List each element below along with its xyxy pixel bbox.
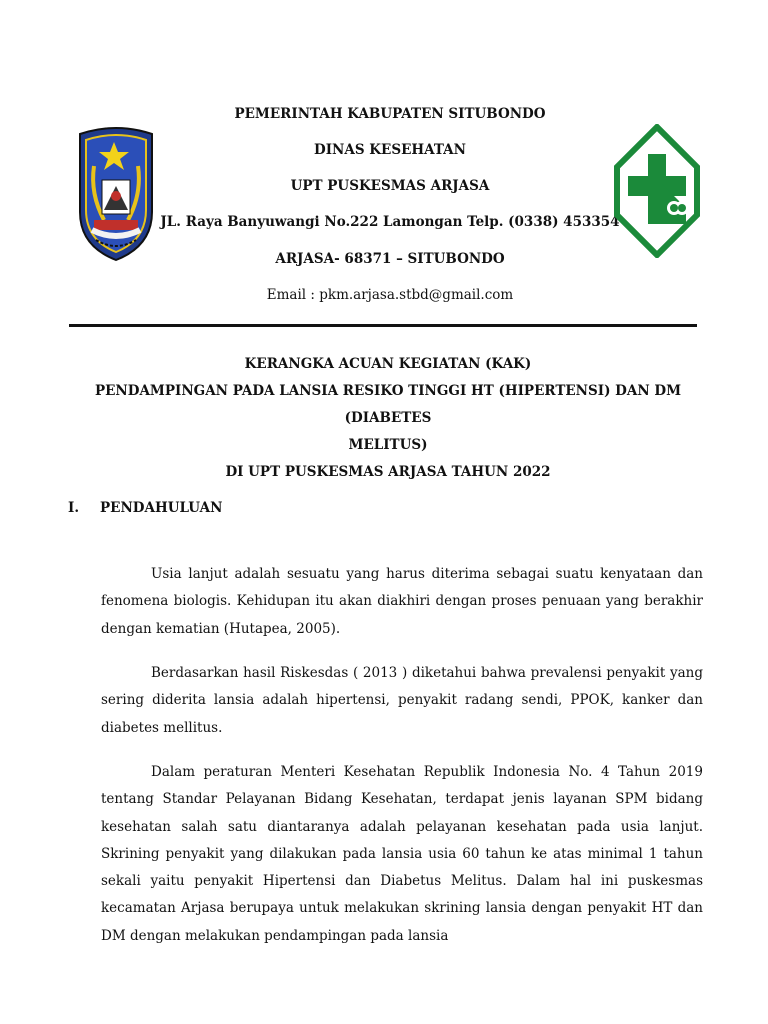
puskesmas-green-cross-icon xyxy=(614,124,700,258)
document-title xyxy=(80,351,696,486)
title-line-2: PENDAMPINGAN PADA LANSIA RESIKO TINGGI HT (HIPERTENSI) DAN DM (DIABETES xyxy=(94,383,682,426)
letterhead-address: JL. Raya Banyuwangi No.222 Lamongan Telp. (0338) 453354 xyxy=(160,214,620,230)
letterhead-government: PEMERINTAH KABUPATEN SITUBONDO xyxy=(234,106,546,122)
paragraph-1: Usia lanjut adalah sesuatu yang harus diterima sebagai suatu kenyataan dan fenomena biologis. Kehidupan itu akan diakhiri dengan proses penuaan yang berakhir dengan kematian (Hutapea, 2005). xyxy=(101,566,703,637)
letterhead-email: Email : pkm.arjasa.stbd@gmail.com xyxy=(266,287,514,303)
section-title: PENDAHULUAN xyxy=(100,500,223,516)
letterhead-divider xyxy=(69,324,697,327)
letterhead-unit: UPT PUSKESMAS ARJASA xyxy=(290,178,490,194)
paragraph-3: Dalam peraturan Menteri Kesehatan Republik Indonesia No. 4 Tahun 2019 tentang Standar Pelayanan Bidang Kesehatan, terdapat jenis layanan SPM bidang kesehatan salah satu diantaranya adalah pelayanan kesehatan pada usia lanjut. Skrining penyakit yang dilakukan pada lansia usia 60 tahun ke atas minimal 1 tahun sekali yaitu penyakit Hipertensi dan Diabetus Melitus. Dalam hal ini puskesmas kecamatan Arjasa berupaya untuk melakukan skrining lansia dengan penyakit HT dan DM dengan melakukan pendampingan pada lansia xyxy=(101,764,703,944)
situbondo-regency-crest-icon xyxy=(74,124,158,262)
letterhead-city: ARJASA- 68371 – SITUBONDO xyxy=(275,251,505,267)
title-line-3: MELITUS) xyxy=(348,437,428,453)
title-line-1: KERANGKA ACUAN KEGIATAN (KAK) xyxy=(244,356,532,372)
letterhead-department: DINAS KESEHATAN xyxy=(314,142,466,158)
title-line-4: DI UPT PUSKESMAS ARJASA TAHUN 2022 xyxy=(225,464,551,480)
paragraph-2: Berdasarkan hasil Riskesdas ( 2013 ) diketahui bahwa prevalensi penyakit yang sering diderita lansia adalah hipertensi, penyakit radang sendi, PPOK, kanker dan diabetes mellitus. xyxy=(101,665,703,736)
section-number: I. xyxy=(68,500,80,516)
